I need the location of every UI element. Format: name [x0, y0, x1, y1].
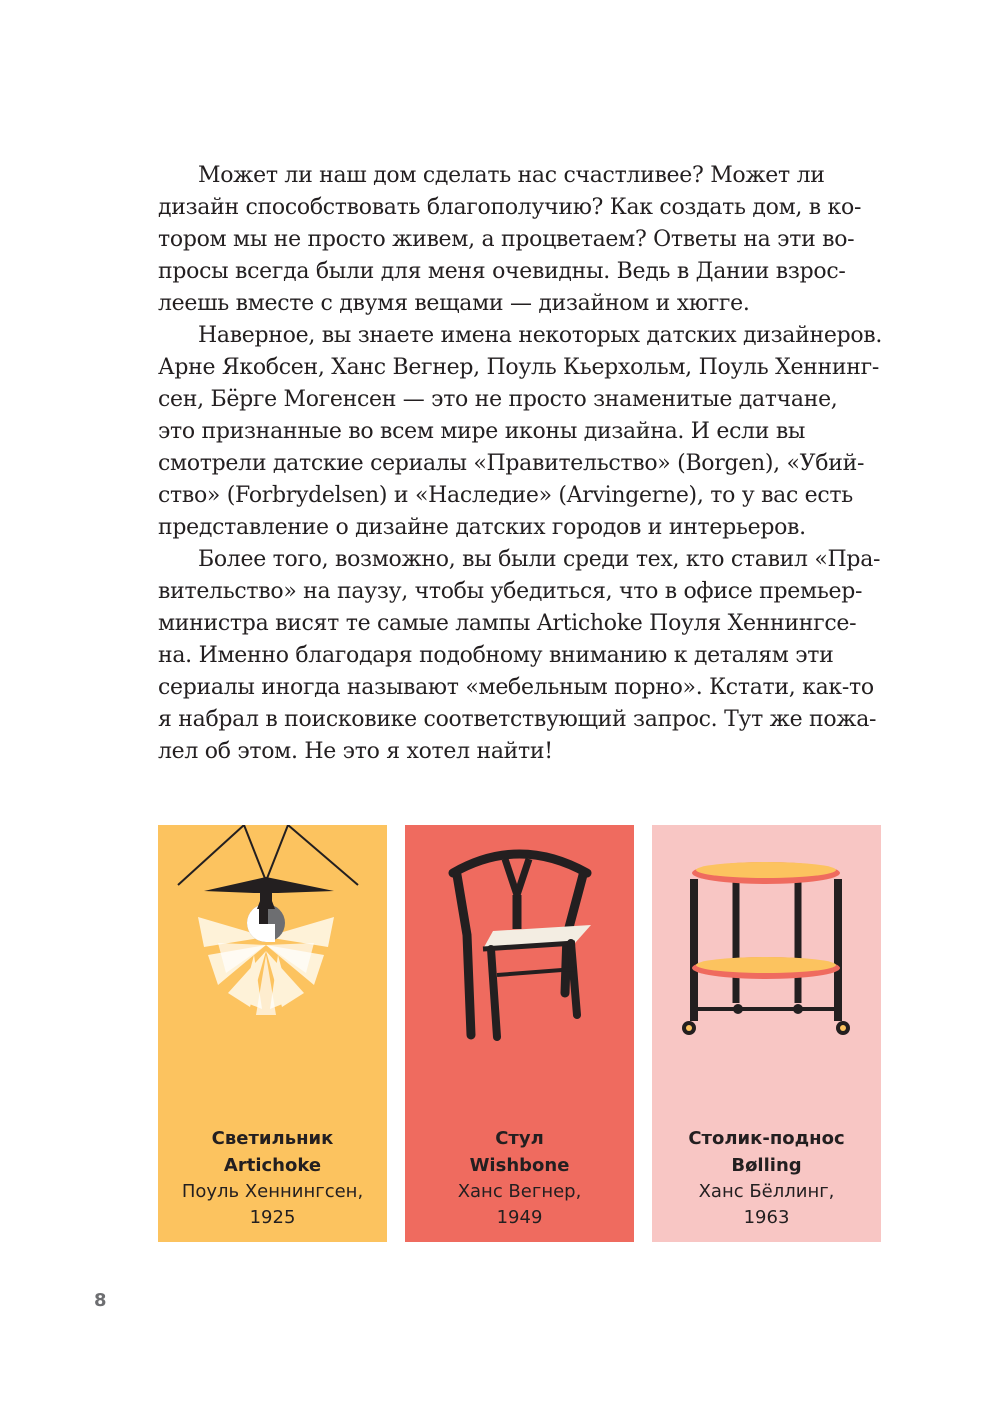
card-title-line2: Artichoke [223, 1155, 322, 1176]
card-caption [405, 1125, 634, 1231]
card-caption [652, 1125, 881, 1231]
text-line: Наверное, вы знаете имена некоторых датских дизайнеров. [198, 323, 883, 348]
card-designer: Ханс Вегнер, [457, 1181, 582, 1202]
text-line: Арне Якобсен, Ханс Вегнер, Поуль Кьерхольм, Поуль Хеннинг- [158, 355, 879, 380]
text-line: на. Именно благодаря подобному вниманию к деталям эти [158, 643, 834, 668]
card-title-line2: Bølling [731, 1155, 802, 1176]
card-designer: Поуль Хеннингсен, [181, 1181, 364, 1202]
card-title-line1: Стул [495, 1128, 544, 1149]
card-artichoke-lamp [158, 825, 387, 1242]
card-year: 1949 [496, 1207, 543, 1228]
card-caption [158, 1125, 387, 1231]
text-line: просы всегда были для меня очевидны. Ведь в Дании взрос- [158, 259, 846, 284]
text-line: сен, Бёрге Могенсен — это не просто знаменитые датчане, [158, 387, 838, 412]
card-title-line1: Светильник [211, 1128, 334, 1149]
text-line: лел об этом. Не это я хотел найти! [158, 739, 553, 764]
text-line: смотрели датские сериалы «Правительство» (Borgen), «Убий- [158, 451, 865, 476]
text-line: это признанные во всем мире иконы дизайна. И если вы [158, 419, 806, 444]
text-line: дизайн способствовать благополучию? Как создать дом, в ко- [158, 195, 862, 220]
card-bolling-tray-table [652, 825, 881, 1242]
text-line: Более того, возможно, вы были среди тех, кто ставил «Пра- [198, 547, 881, 572]
text-line: леешь вместе с двумя вещами — дизайном и хюгге. [158, 291, 750, 316]
card-year: 1925 [249, 1207, 296, 1228]
text-line: Может ли наш дом сделать нас счастливее? Может ли [198, 163, 825, 188]
card-title-line1: Столик-поднос [688, 1128, 845, 1149]
text-line: министра висят те самые лампы Artichoke Поуля Хеннингсе- [158, 611, 857, 636]
card-year: 1963 [743, 1207, 790, 1228]
text-line: представление о дизайне датских городов и интерьеров. [158, 515, 806, 540]
text-line: тором мы не просто живем, а процветаем? Ответы на эти во- [158, 227, 855, 252]
card-title-line2: Wishbone [469, 1155, 570, 1176]
text-line: сериалы иногда называют «мебельным порно». Кстати, как-то [158, 675, 874, 700]
card-designer: Ханс Бёллинг, [698, 1181, 835, 1202]
page-number: 8 [94, 1290, 107, 1311]
text-line: ство» (Forbrydelsen) и «Наследие» (Arvingerne), то у вас есть [158, 483, 853, 508]
text-line: я набрал в поисковике соответствующий запрос. Тут же пожа- [158, 707, 877, 732]
furniture-cards [158, 825, 882, 1242]
card-wishbone-chair [405, 825, 634, 1242]
body-text [158, 160, 884, 768]
text-line: вительство» на паузу, чтобы убедиться, что в офисе премьер- [158, 579, 863, 604]
